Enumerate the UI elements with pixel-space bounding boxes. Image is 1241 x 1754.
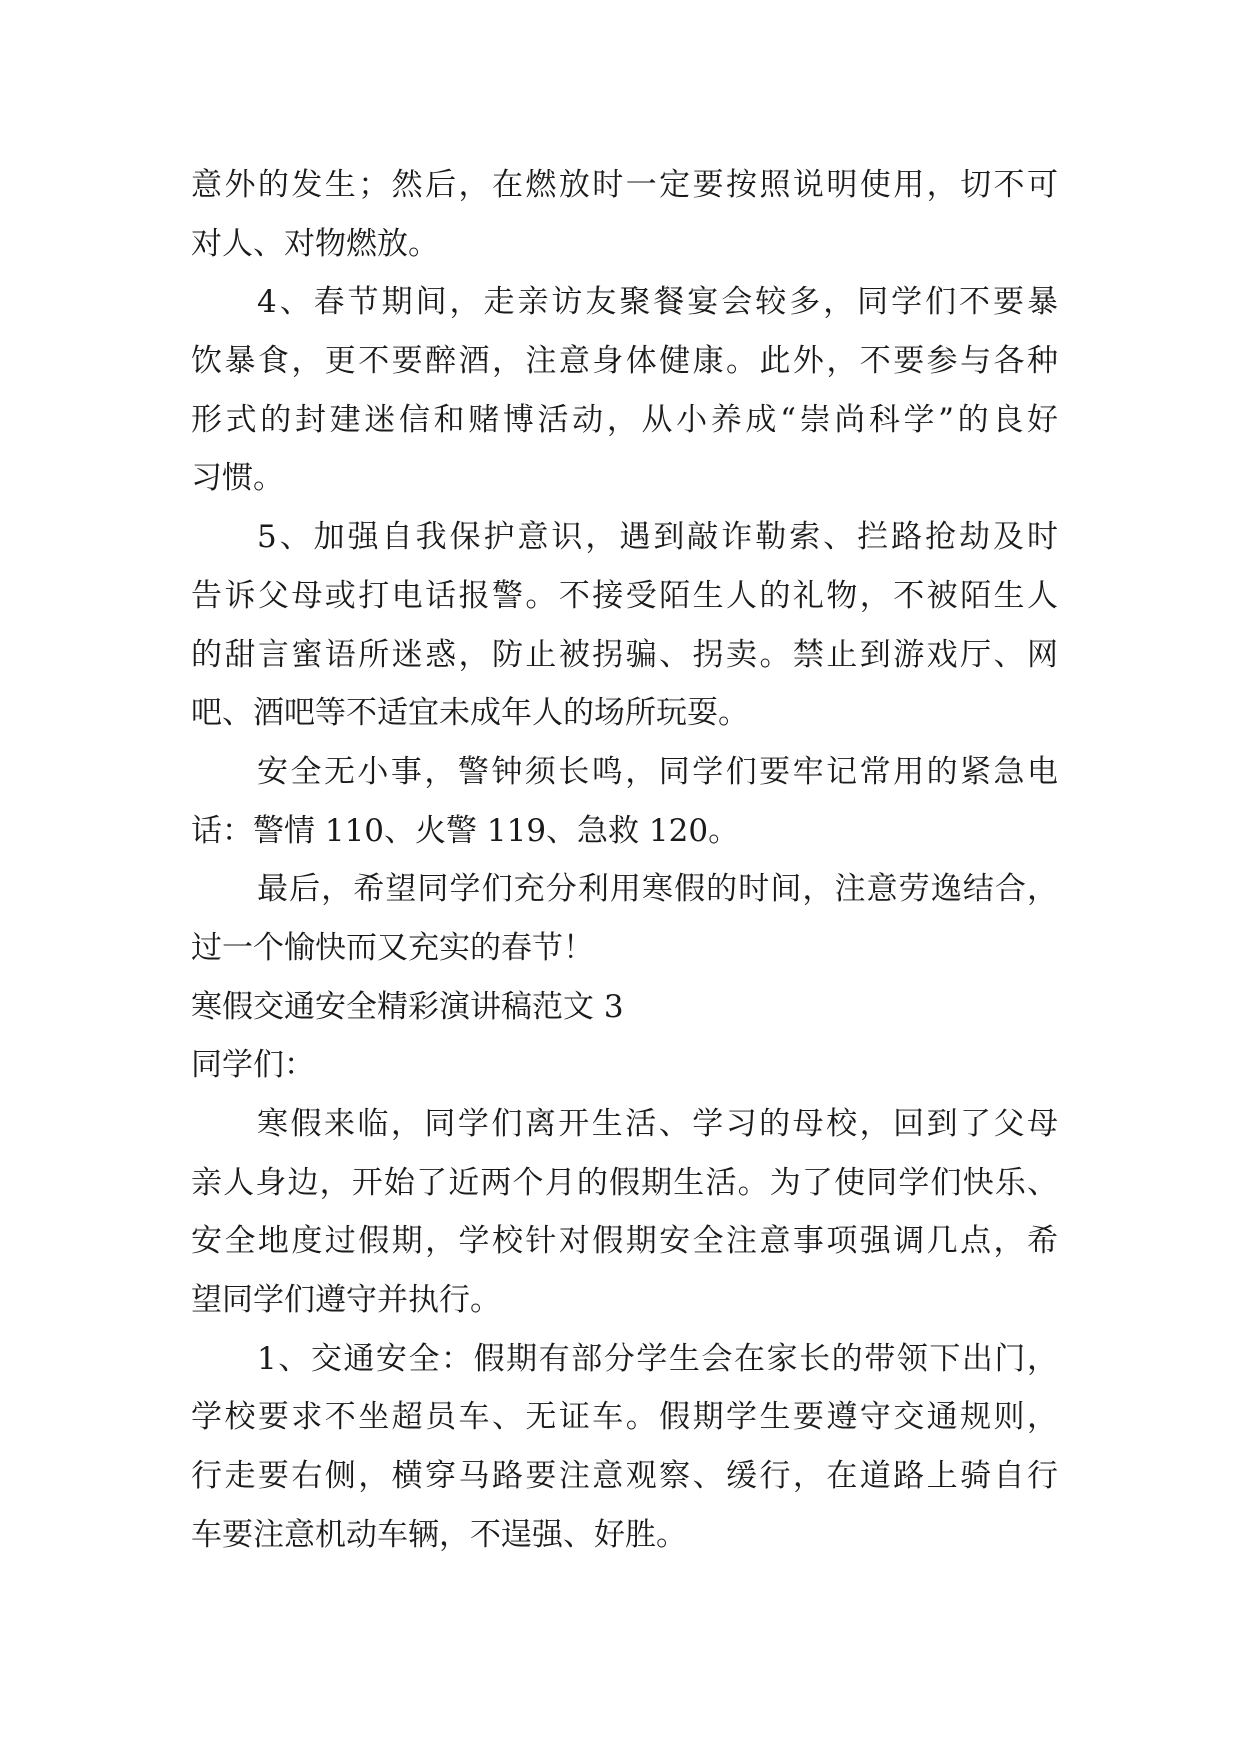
text-line: 意外的发生；然后，在燃放时一定要按照说明使用，切不可 (191, 167, 1058, 203)
paragraph-item-1 (191, 1330, 1058, 1565)
text-line: 过一个愉快而又充实的春节！ (191, 929, 594, 966)
paragraph-closing (191, 860, 1058, 977)
text-line: 告诉父母或打电话报警。不接受陌生人的礼物，不被陌生人 (191, 577, 1058, 614)
text-line: 话：警情 110、火警 119、急救 120。 (191, 812, 740, 849)
text-line: 吧、酒吧等不适宜未成年人的场所玩耍。 (191, 695, 749, 732)
text-line: 1、交通安全：假期有部分学生会在家长的带领下出门， (257, 1340, 1058, 1377)
text-line: 望同学们遵守并执行。 (191, 1282, 501, 1319)
text-line: 安全无小事，警钟须长鸣，同学们要牢记常用的紧急电 (257, 753, 1058, 790)
paragraph-continued (191, 156, 1058, 273)
salutation-block (191, 1036, 1058, 1095)
document-body (191, 156, 1058, 1565)
text-line: 行走要右侧，横穿马路要注意观察、缓行，在道路上骑自行 (191, 1458, 1058, 1495)
text-line: 习惯。 (191, 460, 284, 497)
text-line: 饮暴食，更不要醉酒，注意身体健康。此外，不要参与各种 (191, 343, 1058, 380)
paragraph-emergency-numbers (191, 743, 1058, 860)
paragraph-intro (191, 1095, 1058, 1330)
text-line: 形式的封建迷信和赌博活动，从小养成“崇尚科学”的良好 (191, 401, 1058, 438)
text-line: 4、春节期间，走亲访友聚餐宴会较多，同学们不要暴 (257, 284, 1058, 321)
section-heading (191, 978, 1058, 1037)
paragraph-item-4 (191, 273, 1058, 508)
text-line: 寒假来临，同学们离开生活、学习的母校，回到了父母 (257, 1106, 1058, 1142)
section-title: 寒假交通安全精彩演讲稿范文 3 (191, 988, 624, 1025)
text-line: 亲人身边，开始了近两个月的假期生活。为了使同学们快乐、 (191, 1164, 1058, 1201)
text-line: 对人、对物燃放。 (191, 225, 439, 262)
salutation: 同学们： (191, 1047, 315, 1084)
text-line: 学校要求不坐超员车、无证车。假期学生要遵守交通规则， (191, 1399, 1058, 1436)
text-line: 最后，希望同学们充分利用寒假的时间，注意劳逸结合， (257, 871, 1058, 908)
text-line: 安全地度过假期，学校针对假期安全注意事项强调几点，希 (191, 1223, 1058, 1260)
text-line: 的甜言蜜语所迷惑，防止被拐骗、拐卖。禁止到游戏厅、网 (191, 636, 1058, 673)
text-line: 车要注意机动车辆，不逞强、好胜。 (191, 1516, 687, 1553)
paragraph-item-5 (191, 508, 1058, 743)
text-line: 5、加强自我保护意识，遇到敲诈勒索、拦路抢劫及时 (257, 519, 1058, 556)
